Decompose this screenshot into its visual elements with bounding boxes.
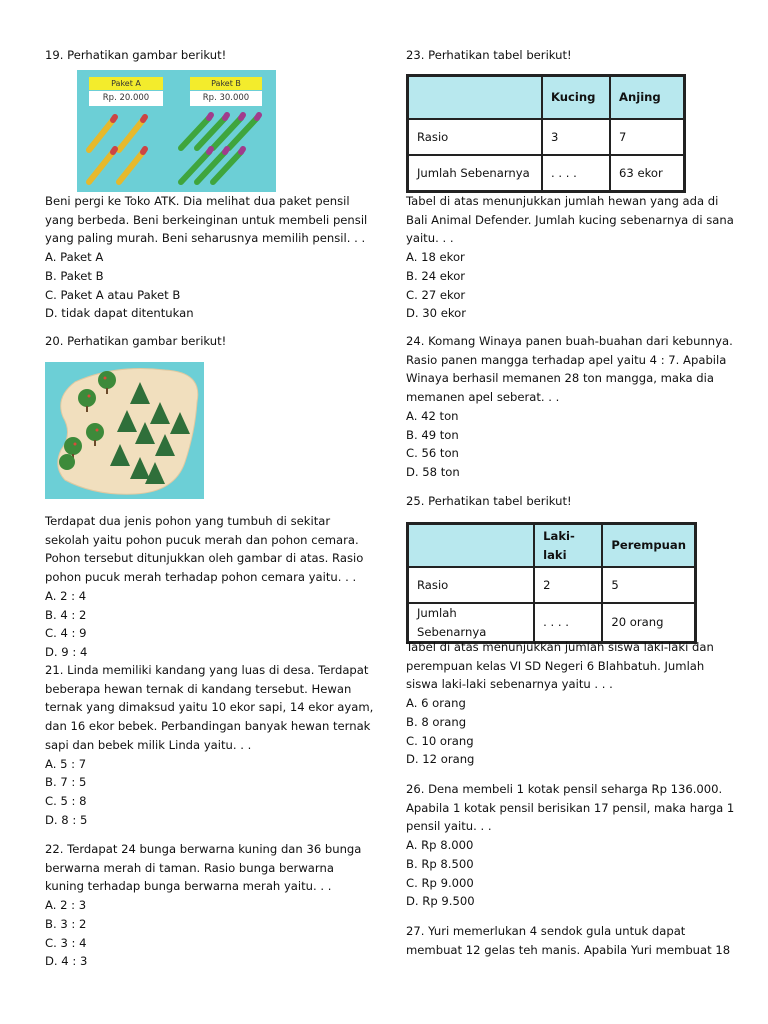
q19-text-line: Beni pergi ke Toko ATK. Dia melihat dua paket pensil <box>45 194 350 208</box>
table-row <box>408 567 695 603</box>
q24-text-line: memanen apel seberat. . . <box>406 390 560 405</box>
table-row <box>408 603 695 642</box>
table-cell: Rasio <box>408 567 534 603</box>
q19-option-b: B. Paket B <box>45 268 104 283</box>
q21-text-line: dan 16 ekor bebek. Perbandingan banyak hewan ternak <box>45 719 371 734</box>
q25-title: 25. Perhatikan tabel berikut! <box>406 494 572 508</box>
pencils-illustration <box>77 70 276 192</box>
q21-option-d: D. 8 : 5 <box>45 812 88 827</box>
q21-text-line: ternak yang dimaksud yaitu 10 ekor sapi, 14 ekor ayam, <box>45 700 374 715</box>
q27-text-line: 27. Yuri memerlukan 4 sendok gula untuk dapat <box>406 924 686 938</box>
q24-text-line: Winaya berhasil memanen 28 ton mangga, maka dia <box>406 371 714 386</box>
table-header-cell: Anjing <box>610 76 684 119</box>
q23-text-line: yaitu. . . <box>406 231 454 246</box>
q19-body <box>45 192 367 323</box>
q23-option-c: C. 27 ekor <box>406 287 466 302</box>
table-cell: 7 <box>610 119 684 155</box>
q26-body <box>406 780 734 911</box>
q26-option-b: B. Rp 8.500 <box>406 856 474 871</box>
table-header-cell <box>408 76 542 119</box>
q19-title: 19. Perhatikan gambar berikut! <box>45 48 227 62</box>
q20-text-line: Terdapat dua jenis pohon yang tumbuh di sekitar <box>45 514 331 528</box>
q20-option-b: B. 4 : 2 <box>45 607 87 622</box>
table-cell: 63 ekor <box>610 155 684 191</box>
table-cell: . . . . <box>542 155 610 191</box>
q22-option-c: C. 3 : 4 <box>45 935 87 950</box>
q22-option-b: B. 3 : 2 <box>45 916 87 931</box>
table-header-cell: Laki-laki <box>534 524 602 567</box>
q24-option-b: B. 49 ton <box>406 427 459 442</box>
table-header-cell: Kucing <box>542 76 610 119</box>
q20-title: 20. Perhatikan gambar berikut! <box>45 334 227 348</box>
table-cell: . . . . <box>534 603 602 642</box>
q22-text-line: kuning terhadap bunga berwarna merah yaitu. . . <box>45 879 332 894</box>
q23-option-d: D. 30 ekor <box>406 306 467 321</box>
q26-text-line: pensil yaitu. . . <box>406 819 492 834</box>
q21-option-b: B. 7 : 5 <box>45 775 87 790</box>
table-row <box>408 119 684 155</box>
q25-text-line: Tabel di atas menunjukkan jumlah siswa laki-laki dan <box>406 640 714 654</box>
q20-option-d: D. 9 : 4 <box>45 644 88 659</box>
paket-a-price: Rp. 20.000 <box>89 91 163 106</box>
q25-option-b: B. 8 orang <box>406 714 467 729</box>
q26-option-c: C. Rp 9.000 <box>406 875 474 890</box>
q23-option-a: A. 18 ekor <box>406 250 465 265</box>
q21-option-c: C. 5 : 8 <box>45 793 87 808</box>
table-cell: Rasio <box>408 119 542 155</box>
paket-a-label: Paket A <box>89 77 163 90</box>
q25-table <box>406 522 697 644</box>
q25-text-line: siswa laki-laki sebenarnya yaitu . . . <box>406 677 613 692</box>
q21-text-line: 21. Linda memiliki kandang yang luas di desa. Terdapat <box>45 663 369 677</box>
q27-body <box>406 922 730 959</box>
q26-text-line: Apabila 1 kotak pensil berisikan 17 pensil, maka harga 1 <box>406 800 735 815</box>
trees-image <box>45 362 204 499</box>
q20-option-c: C. 4 : 9 <box>45 626 87 641</box>
table-header-cell <box>408 524 534 567</box>
q20-body <box>45 512 363 662</box>
q25-option-d: D. 12 orang <box>406 752 475 767</box>
q23-body <box>406 192 734 323</box>
q23-table <box>406 74 686 193</box>
q23-title: 23. Perhatikan tabel berikut! <box>406 48 572 62</box>
q19-option-d: D. tidak dapat ditentukan <box>45 306 194 321</box>
trees-illustration <box>45 362 204 499</box>
q20-option-a: A. 2 : 4 <box>45 588 87 603</box>
q25-option-a: A. 6 orang <box>406 696 466 711</box>
q23-text-line: Bali Animal Defender. Jumlah kucing sebenarnya di sana <box>406 212 734 227</box>
q23-option-b: B. 24 ekor <box>406 268 466 283</box>
q27-text-line: membuat 12 gelas teh manis. Apabila Yuri membuat 18 <box>406 942 731 957</box>
q24-body <box>406 332 733 482</box>
table-cell: Jumlah Sebenarnya <box>408 603 534 642</box>
q25-option-c: C. 10 orang <box>406 733 474 748</box>
table-cell: 2 <box>534 567 602 603</box>
q19-text-line: yang berbeda. Beni berkeinginan untuk membeli pensil <box>45 212 368 227</box>
table-cell: 5 <box>602 567 695 603</box>
q24-option-c: C. 56 ton <box>406 446 459 461</box>
q21-text-line: sapi dan bebek milik Linda yaitu. . . <box>45 737 252 752</box>
q26-option-d: D. Rp 9.500 <box>406 894 475 909</box>
q25-text-line: perempuan kelas VI SD Negeri 6 Blahbatuh. Jumlah <box>406 658 705 673</box>
table-cell: 3 <box>542 119 610 155</box>
q25-body <box>406 638 714 769</box>
table-header-row <box>408 524 695 567</box>
table-header-cell: Perempuan <box>602 524 695 567</box>
q19-option-c: C. Paket A atau Paket B <box>45 287 181 302</box>
q26-option-a: A. Rp 8.000 <box>406 838 474 853</box>
q22-text-line: berwarna merah di taman. Rasio bunga berwarna <box>45 860 334 875</box>
q21-text-line: beberapa hewan ternak di kandang tersebut. Hewan <box>45 681 352 696</box>
table-header-row <box>408 76 684 119</box>
green-pencil-icon <box>181 115 259 182</box>
q22-text-line: 22. Terdapat 24 bunga berwarna kuning dan 36 bunga <box>45 842 362 856</box>
q21-body <box>45 661 373 829</box>
q20-text-line: sekolah yaitu pohon pucuk merah dan pohon cemara. <box>45 532 359 547</box>
paket-b-label: Paket B <box>190 77 262 90</box>
q20-text-line: Pohon tersebut ditunjukkan oleh gambar di atas. Rasio <box>45 551 364 566</box>
q24-option-d: D. 58 ton <box>406 464 460 479</box>
q22-option-d: D. 4 : 3 <box>45 954 88 969</box>
q19-text-line: yang paling murah. Beni seharusnya memilih pensil. . . <box>45 231 366 246</box>
q23-text-line: Tabel di atas menunjukkan jumlah hewan yang ada di <box>406 194 719 208</box>
q19-option-a: A. Paket A <box>45 250 104 265</box>
q21-option-a: A. 5 : 7 <box>45 756 87 771</box>
q20-text-line: pohon pucuk merah terhadap pohon cemara yaitu. . . <box>45 570 357 585</box>
pencil-packages-image <box>77 70 276 192</box>
paket-b-price: Rp. 30.000 <box>190 91 262 106</box>
table-cell: 20 orang <box>602 603 695 642</box>
q24-text-line: 24. Komang Winaya panen buah-buahan dari kebunnya. <box>406 334 733 348</box>
yellow-pencil-icon <box>89 117 145 182</box>
q24-option-a: A. 42 ton <box>406 408 459 423</box>
table-row <box>408 155 684 191</box>
q22-option-a: A. 2 : 3 <box>45 898 87 913</box>
q22-body <box>45 840 361 971</box>
q26-text-line: 26. Dena membeli 1 kotak pensil seharga Rp 136.000. <box>406 782 723 796</box>
table-cell: Jumlah Sebenarnya <box>408 155 542 191</box>
q24-text-line: Rasio panen mangga terhadap apel yaitu 4 : 7. Apabila <box>406 352 727 367</box>
